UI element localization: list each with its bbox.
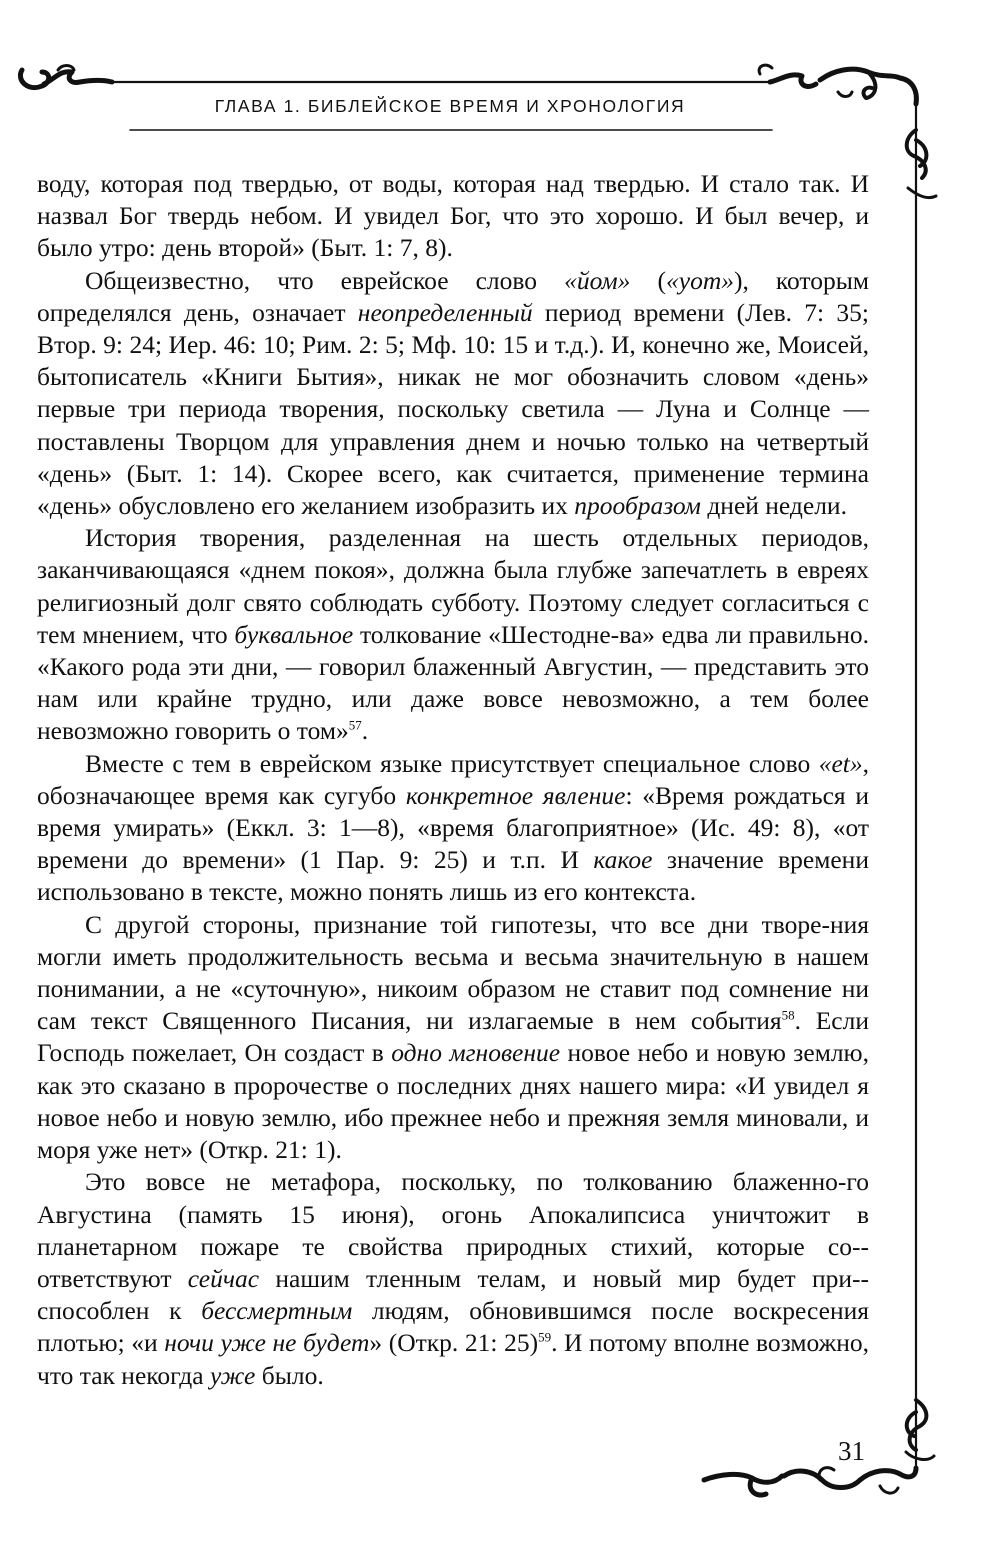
paragraph (37, 522, 869, 747)
text-run: С другой стороны, признание той гипотезы, что все дни творе-ния могли иметь продолжительность весьма и весьма значительную в нашем понимании, а не «суточную», никоим образом не ставит под сомнение ни сам текст Священного Писания, ни излагаемые в нем события (37, 909, 869, 1036)
text-run: воду, которая под твердью, от воды, которая над твердью. И стало так. И назвал Бог твердь небом. И увидел Бог, что это хорошо. И был вечер, и было утро: день второй» (Быт. 1: 7, 8). (37, 169, 869, 263)
text-run: ( (630, 265, 666, 295)
text-run: период времени (Лев. 7: 35; Втор. 9: 24; Иер. 46: 10; Рим. 2: 5; Мф. 10: 15 и т.д.). И, конечно же, Моисей, бытописатель «Книги Бытия», никак не мог обозначить словом «день» первые три периода творения, поскольку светила — Луна и Солнце — поставлены Творцом для управления днем и ночью только на четвертый «день» (Быт. 1: 14). Скорее всего, как считается, применение термина «день» обусловлено его желанием изобразить их (37, 297, 869, 521)
italic-phrase: сейчас (187, 1263, 260, 1293)
paragraph (37, 1166, 869, 1391)
running-head: ГЛАВА 1. БИБЛЕЙСКОЕ ВРЕМЯ И ХРОНОЛОГИЯ (214, 96, 686, 116)
italic-phrase: ночи уже не будет (164, 1328, 370, 1358)
text-run: . (361, 716, 369, 746)
footnote-ref: 57 (348, 717, 362, 733)
text-run: нашим тленным телам, и новый мир будет при-способлен к (37, 1263, 869, 1326)
right-upper-ornament (907, 130, 936, 198)
text-run: : «Время рождаться и время умирать» (Еккл. 3: 1—8), «время благоприятное» (Ис. 49: 8), «от времени до времени» (1 Пар. 9: 25) и т.п. И (37, 780, 870, 875)
italic-phrase: прообразом (574, 491, 701, 521)
text-run: . Если Господь пожелает, Он создаст в (37, 1006, 869, 1068)
footnote-ref: 59 (538, 1329, 552, 1345)
italic-phrase: уже (209, 1360, 256, 1390)
text-run: значение времени использовано в тексте, можно понять лишь из его контекста. (37, 845, 869, 907)
top-right-flourish (759, 65, 916, 104)
paragraph (37, 748, 869, 909)
footnote-ref: 58 (781, 1007, 795, 1023)
text-run: людям, обновившимся после воскресения плотью; «и (37, 1296, 869, 1358)
right-lower-ornament (906, 1400, 934, 1459)
italic-phrase: какое (593, 845, 653, 875)
text-run: дней недели. (700, 491, 847, 521)
italic-phrase: бессмертным (201, 1296, 353, 1326)
italic-phrase: «et» (818, 748, 863, 778)
paragraph (37, 909, 869, 1167)
italic-phrase: неопределенный (357, 297, 533, 327)
italic-phrase: «йом» (564, 265, 631, 295)
paragraph (37, 168, 869, 265)
text-run: новое небо и новую землю, как это сказано в пророчестве о последних днях нашего мира: «И увидел я новое небо и новую землю, ибо прежнее небо и прежняя земля миновали, и моря уже нет» (Откр. 21: 1). (37, 1038, 869, 1165)
text-run: История творения, разделенная на шесть отдельных периодов, заканчивающаяся «днем покоя», должна была глубже запечатлеть в евреях религиозный долг свято соблюдать субботу. Поэтому следует согласиться с тем мнением, что (37, 523, 869, 649)
text-run: Вместе с тем в еврейском языке присутствует специальное слово (85, 748, 819, 778)
bottom-right-flourish (704, 1468, 916, 1495)
page-number: 31 (838, 1436, 865, 1466)
text-run: . И потому вполне возможно, что так некогда (37, 1328, 870, 1390)
italic-phrase: буквальное (234, 619, 354, 649)
text-run: , обозначающее время как сугубо (37, 748, 869, 810)
top-left-flourish (20, 66, 112, 88)
italic-phrase: конкретное явление (405, 780, 626, 810)
text-run: ), которым определялся день, означает (37, 265, 870, 327)
paragraph (37, 265, 869, 523)
italic-phrase: «yom» (666, 265, 734, 295)
text-run: » (Откр. 21: 25) (369, 1328, 539, 1358)
italic-phrase: одно мгновение (391, 1038, 561, 1068)
main-text (37, 168, 869, 1392)
text-run: было. (255, 1360, 324, 1390)
text-run: Общеизвестно, что еврейское слово (85, 265, 565, 295)
text-run: толкование «Шестодне-ва» едва ли правильно. «Какого рода эти дни, — говорил блаженный Августин, — представить это нам или крайне трудно, или даже вовсе невозможно, а тем более невозможно говорить о том» (37, 619, 869, 746)
text-run: Это вовсе не метафора, поскольку, по толкованию блаженно-го Августина (память 15 июня), огонь Апокалипсиса уничтожит в планетарном пожаре те свойства природных стихий, которые со-ответствуют (37, 1167, 869, 1293)
